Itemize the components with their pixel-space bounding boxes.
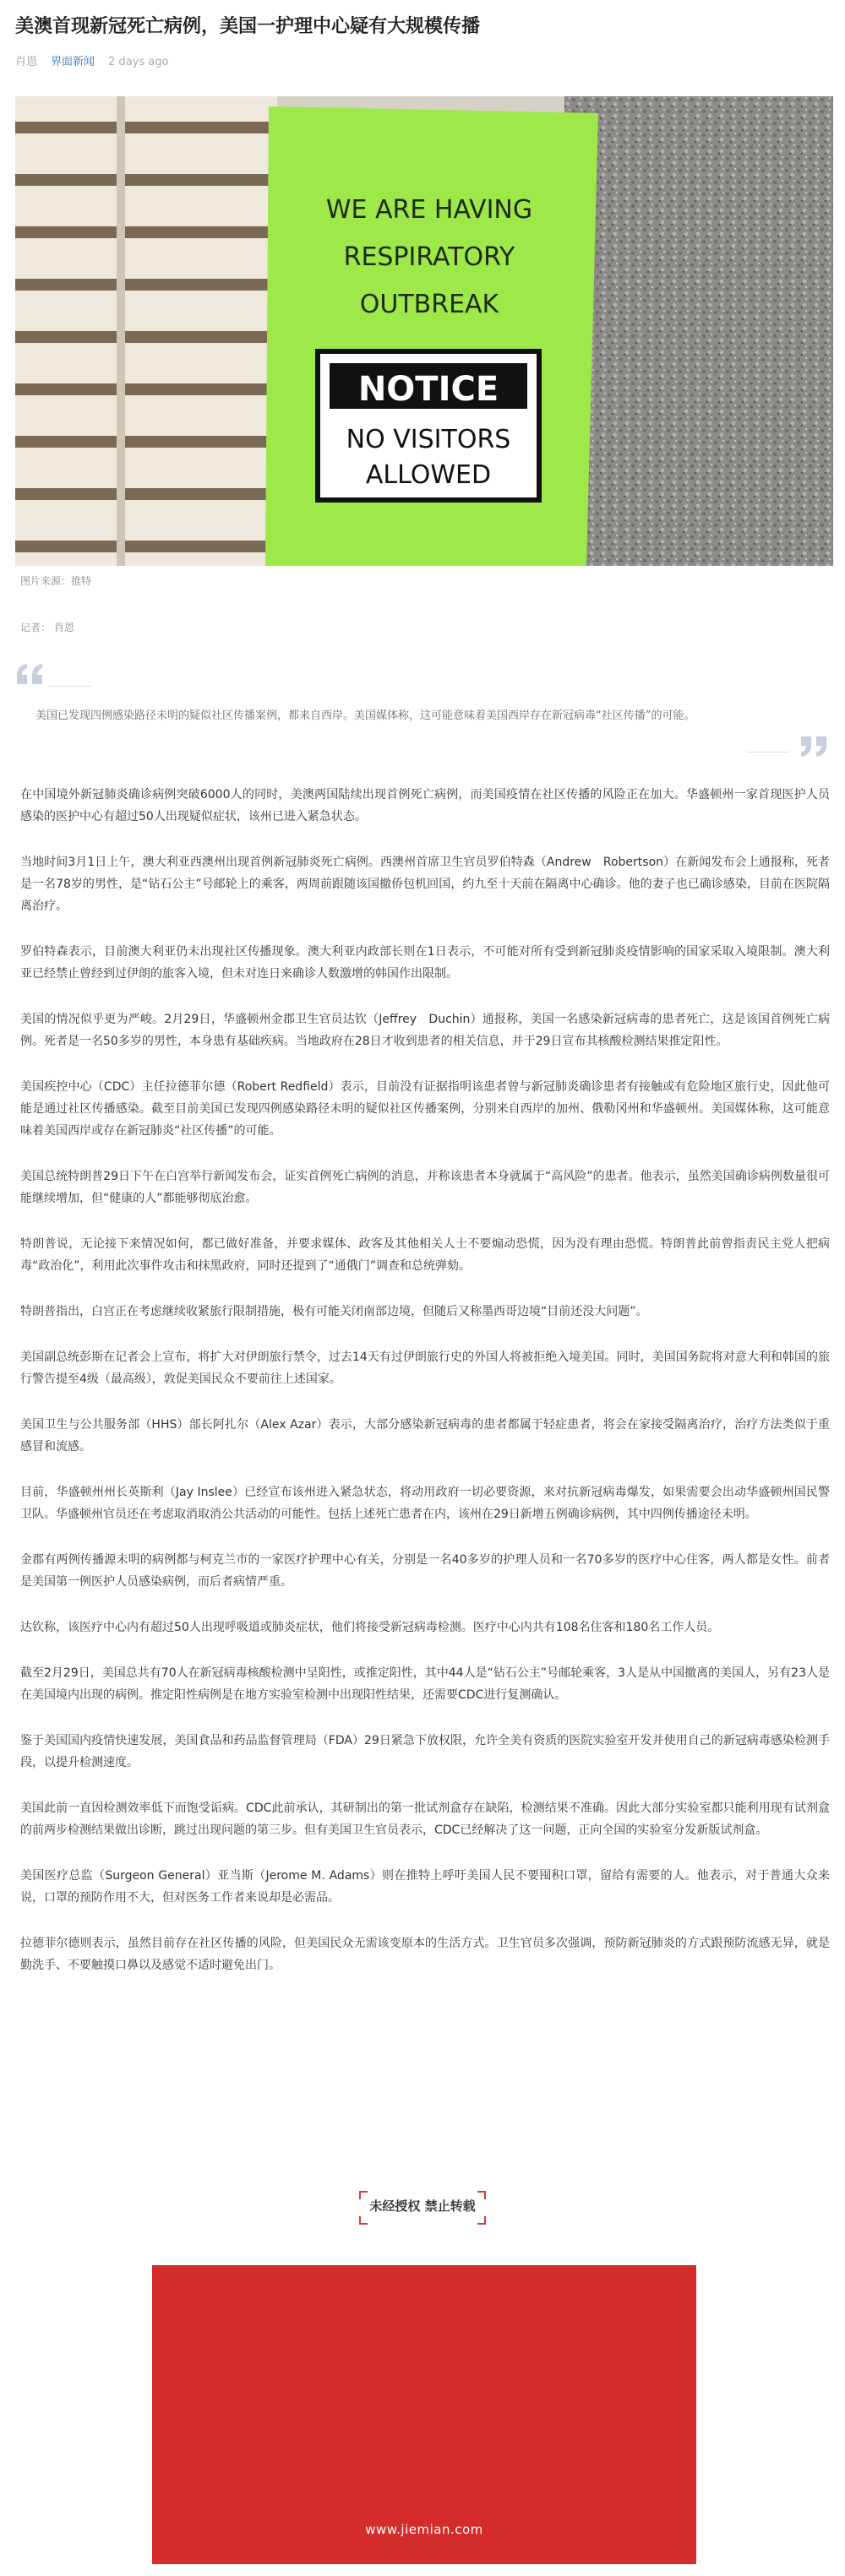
article-title: 美澳首现新冠死亡病例，美国一护理中心疑有大规模传播: [15, 16, 481, 37]
hero-image: [15, 96, 833, 566]
window-blinds: [15, 96, 277, 566]
paragraph: 达钦称，该医疗中心内有超过50人出现呼吸道或肺炎症状，他们将接受新冠病毒检测。医疗中心内共有108名住客和180名工作人员。: [20, 1621, 720, 1634]
notice-line-1: NO VISITORS: [346, 425, 511, 454]
paragraph: 金郡有两例传播源未明的病例都与柯克兰市的一家医疗护理中心有关，分别是一名40多岁的护理人员和一名70多岁的医疗中心住客，两人都是女性。前者是美国第一例医护人员感染病例，而后者病情严重。: [20, 1553, 830, 1589]
paragraph: 美国副总统彭斯在记者会上宣布，将扩大对伊朗旅行禁令，过去14天有过伊朗旅行史的外国人将被拒绝入境美国。同时，美国国务院将对意大利和韩国的旅行警告提至4级（最高级），敦促美国民众不要前往上述国家。: [20, 1350, 830, 1386]
paragraph: 美国卫生与公共服务部（HHS）部长阿扎尔（Alex Azar）表示，大部分感染新冠病毒的患者都属于轻症患者，将会在家接受隔离治疗，治疗方法类似于重感冒和流感。: [20, 1418, 830, 1454]
author-name: 肖恩: [15, 56, 38, 68]
corner-bracket: [359, 2216, 368, 2225]
quote-divider-top: [49, 686, 91, 687]
paragraph: 特朗普指出，白宫正在考虑继续收紧旅行限制措施，极有可能关闭南部边境，但随后又称墨西哥边境“目前还没大问题”。: [20, 1305, 648, 1318]
paragraph: 美国此前一直因检测效率低下而饱受诟病。CDC此前承认，其研制出的第一批试剂盒存在缺陷，检测结果不准确。因此大部分实验室都只能利用现有试剂盒的前两步检测结果做出诊断，跳过出现问题的第三步。但有美国卫生官员表示，CDC已经解决了这一问题，正向全国的实验室分发新版试剂盒。: [20, 1802, 830, 1837]
article-summary: 美国已发现四例感染路径未明的疑似社区传播案例，都来自西岸。美国媒体称，这可能意味着美国西岸存在新冠病毒“社区传播”的可能。: [35, 709, 695, 722]
banner-url[interactable]: www.jiemian.com: [365, 2522, 483, 2537]
article-meta: [15, 52, 168, 73]
paragraph: 在中国境外新冠肺炎确诊病例突破6000人的同时，美澳两国陆续出现首例死亡病例，而美国疫情在社区传播的风险正在加大。华盛顿州一家首现医护人员感染的医护中心有超过50人出现疑似症状，该州已进入紧急状态。: [20, 788, 830, 823]
image-caption: 图片来源：推特: [20, 575, 92, 587]
paragraph: 美国医疗总监（Surgeon General）亚当斯（Jerome M. Adams）则在推特上呼吁美国人民不要囤积口罩，留给有需要的人。他表示，对于普通大众来说，口罩的预防作用不大，但对医务工作者来说却是必需品。: [20, 1869, 830, 1905]
paragraph: 美国总统特朗普29日下午在白宫举行新闻发布会，证实首例死亡病例的消息，并称该患者本身就属于“高风险”的患者。他表示，虽然美国确诊病例数量很可能继续增加，但“健康的人”都能够彻底治愈。: [20, 1170, 830, 1205]
publish-time: 2 days ago: [108, 56, 169, 68]
paragraph: 目前，华盛顿州州长英斯利（Jay Inslee）已经宣布该州进入紧急状态，将动用政府一切必要资源，来对抗新冠病毒爆发，如果需要会出动华盛顿州国民警卫队。华盛顿州官员还在考虑取消取消公共活动的可能性。包括上述死亡患者在内，该州在29日新增五例确诊病例，其中四例传播途径未明。: [20, 1486, 830, 1521]
quote-divider-bottom: [747, 752, 789, 753]
open-quote-icon: [15, 662, 46, 687]
corner-bracket: [359, 2191, 368, 2199]
article-body: [20, 784, 830, 2000]
sign-line-3: OUTBREAK: [359, 290, 499, 319]
sign-line-2: RESPIRATORY: [343, 242, 515, 272]
reporter-line: 记者： 肖恩: [20, 622, 74, 633]
sign-line-1: WE ARE HAVING: [325, 195, 533, 225]
notice-sign: [265, 106, 598, 566]
granite-wall: [564, 96, 833, 566]
notice-line-2: ALLOWED: [365, 460, 492, 490]
paragraph: 拉德菲尔德则表示，虽然目前存在社区传播的风险，但美国民众无需该变原本的生活方式。卫生官员多次强调，预防新冠肺炎的方式跟预防流感无异，就是勤洗手、不要触摸口鼻以及感觉不适时避免出门。: [20, 1937, 830, 1972]
paragraph: 当地时间3月1日上午，澳大利亚西澳州出现首例新冠肺炎死亡病例。西澳州首席卫生官员罗伯特森（Andrew Robertson）在新闻发布会上通报称，死者是一名78岁的男性，是“钻石公主”号邮轮上的乘客，两周前跟随该国撤侨包机回国，约九至十天前在隔离中心确诊。他的妻子也已确诊感染，目前在医院隔离治疗。: [20, 856, 830, 913]
corner-bracket: [477, 2191, 486, 2199]
jiemian-banner[interactable]: [152, 2265, 696, 2564]
paragraph: 美国的情况似乎更为严峻。2月29日，华盛顿州金郡卫生官员达钦（Jeffrey Duchin）通报称，美国一名感染新冠病毒的患者死亡，这是该国首例死亡病例。死者是一名50多岁的男性，本身患有基础疾病。当地政府在28日才收到患者的相关信息，并于29日宣布其核酸检测结果推定阳性。: [20, 1013, 830, 1048]
close-quote-icon: [798, 733, 828, 758]
copyright-notice: [359, 2191, 485, 2225]
hero-photo: [15, 96, 833, 566]
paragraph: 罗伯特森表示，目前澳大利亚仍未出现社区传播现象。澳大利亚内政部长则在1日表示，不可能对所有受到新冠肺炎疫情影响的国家采取入境限制。澳大利亚已经禁止曾经到过伊朗的旅客入境，但未对连日来确诊人数激增的韩国作出限制。: [20, 945, 830, 981]
paragraph: 美国疾控中心（CDC）主任拉德菲尔德（Robert Redfield）表示，目前没有证据指明该患者曾与新冠肺炎确诊患者有接触或有危险地区旅行史，因此他可能是通过社区传播感染。截至目前美国已发现四例感染路径未明的疑似社区传播案例，分别来自西岸的加州、俄勒冈州和华盛顿州。美国媒体称，这可能意味着美国西岸或存在新冠肺炎“社区传播”的可能。: [20, 1080, 830, 1138]
copyright-notice-wrap: [0, 2191, 845, 2225]
source-link[interactable]: 界面新闻: [51, 56, 95, 68]
corner-bracket: [477, 2216, 486, 2225]
paragraph: 鉴于美国国内疫情快速发展，美国食品和药品监督管理局（FDA）29日紧急下放权限，允许全美有资质的医院实验室开发并使用自己的新冠病毒感染检测手段，以提升检测速度。: [20, 1734, 830, 1769]
paragraph: 特朗普说，无论接下来情况如何，都已做好准备，并要求媒体、政客及其他相关人士不要煽动恐慌，因为没有理由恐慌。特朗普此前曾指责民主党人把病毒“政治化”，利用此次事件攻击和抹黑政府，同时还提到了“通俄门”调查和总统弹劾。: [20, 1237, 830, 1273]
paragraph: 截至2月29日，美国总共有70人在新冠病毒核酸检测中呈阳性，或推定阳性，其中44人是“钻石公主”号邮轮乘客，3人是从中国撤离的美国人，另有23人是在美国境内出现的病例。推定阳性病例是在地方实验室检测中出现阳性结果，还需要CDC进行复测确认。: [20, 1666, 830, 1702]
notice-label: NOTICE: [357, 370, 499, 409]
copyright-notice-text: 未经授权 禁止转载: [369, 2198, 476, 2214]
